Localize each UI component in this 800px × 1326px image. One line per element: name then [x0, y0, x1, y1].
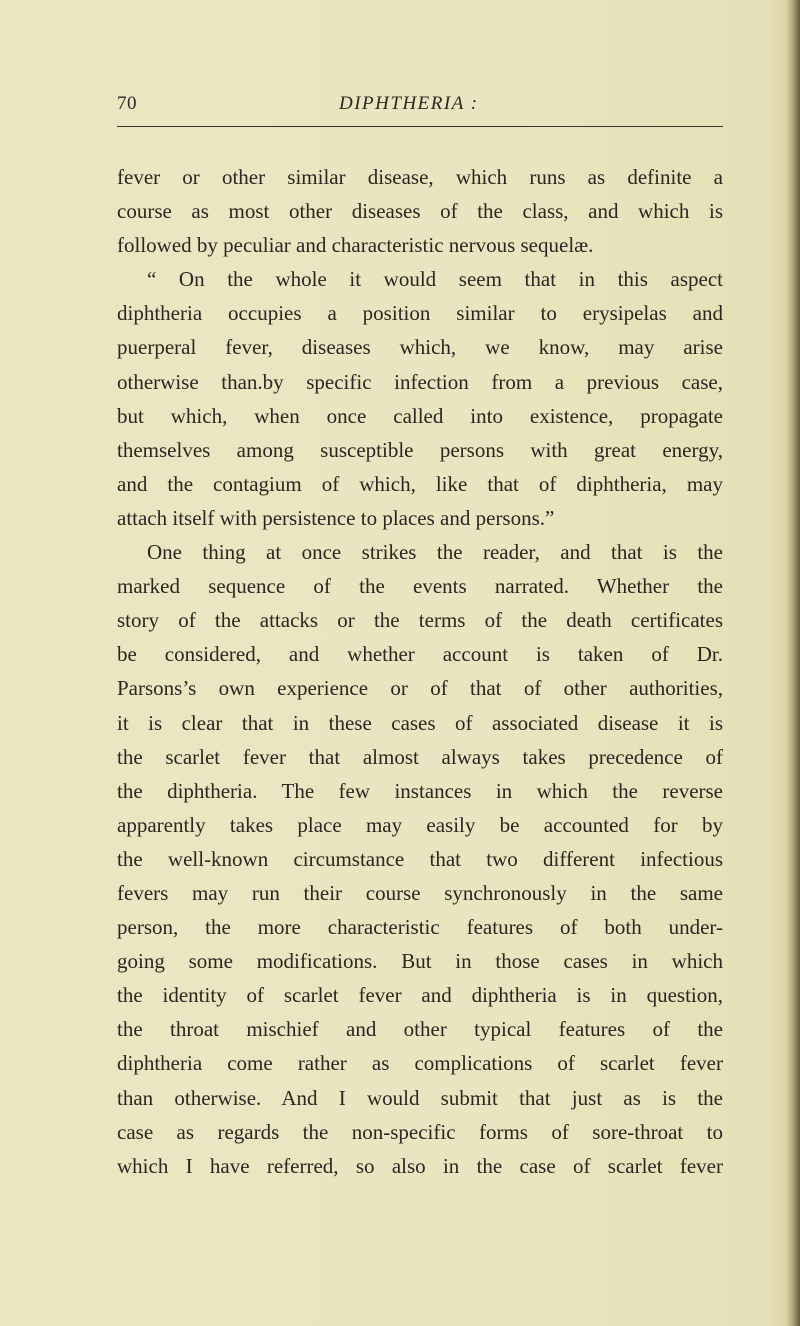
text-line: case as regards the non-specific forms of sore-throat to — [117, 1119, 723, 1144]
text-line: the well-known circumstance that two different infectious — [117, 846, 723, 871]
text-line: the throat mischief and other typical features of the — [117, 1017, 723, 1042]
text-line: otherwise than.by specific infection from a previous case, — [117, 369, 723, 394]
page-edge-shadow — [786, 0, 800, 1326]
text-line: going some modifications. But in those cases in which — [117, 949, 723, 974]
text-line: Parsons’s own experience or of that of other authorities, — [117, 676, 723, 701]
text-line: “ On the whole it would seem that in this aspect — [147, 267, 723, 292]
text-line: person, the more characteristic features of both under- — [117, 915, 723, 940]
page-number: 70 — [117, 93, 137, 114]
text-line: course as most other diseases of the class, and which is — [117, 199, 723, 224]
body-text — [117, 160, 723, 1183]
text-line: story of the attacks or the terms of the death certificates — [117, 608, 723, 633]
text-line: which I have referred, so also in the case of scarlet fever — [117, 1153, 723, 1178]
text-line: and the contagium of which, like that of diphtheria, may — [117, 471, 723, 496]
text-line: the scarlet fever that almost always takes precedence of — [117, 744, 723, 769]
text-line: fever or other similar disease, which runs as definite a — [117, 165, 723, 189]
text-line: diphtheria occupies a position similar to erysipelas and — [117, 301, 723, 326]
text-line: followed by peculiar and characteristic nervous sequelæ. — [117, 233, 594, 258]
text-line: but which, when once called into existence, propagate — [117, 403, 723, 428]
text-line: themselves among susceptible persons with great energy, — [117, 437, 723, 462]
text-line: the identity of scarlet fever and diphtheria is in question, — [117, 983, 723, 1008]
running-title: DIPHTHERIA : — [339, 93, 479, 114]
page-header — [117, 89, 723, 119]
text-line: it is clear that in these cases of associated disease it is — [117, 710, 723, 735]
text-line: attach itself with persistence to places and persons.” — [117, 505, 555, 530]
header-rule — [117, 126, 723, 127]
text-line: fevers may run their course synchronously in the same — [117, 880, 723, 905]
text-line: the diphtheria. The few instances in which the reverse — [117, 778, 723, 803]
text-line: puerperal fever, diseases which, we know, may arise — [117, 335, 723, 360]
text-line: be considered, and whether account is taken of Dr. — [117, 642, 723, 667]
text-line: than otherwise. And I would submit that just as is the — [117, 1085, 723, 1110]
text-line: diphtheria come rather as complications of scarlet fever — [117, 1051, 723, 1076]
text-line: apparently takes place may easily be accounted for by — [117, 812, 723, 837]
text-line: One thing at once strikes the reader, and that is the — [147, 540, 723, 565]
text-line: marked sequence of the events narrated. Whether the — [117, 574, 723, 599]
